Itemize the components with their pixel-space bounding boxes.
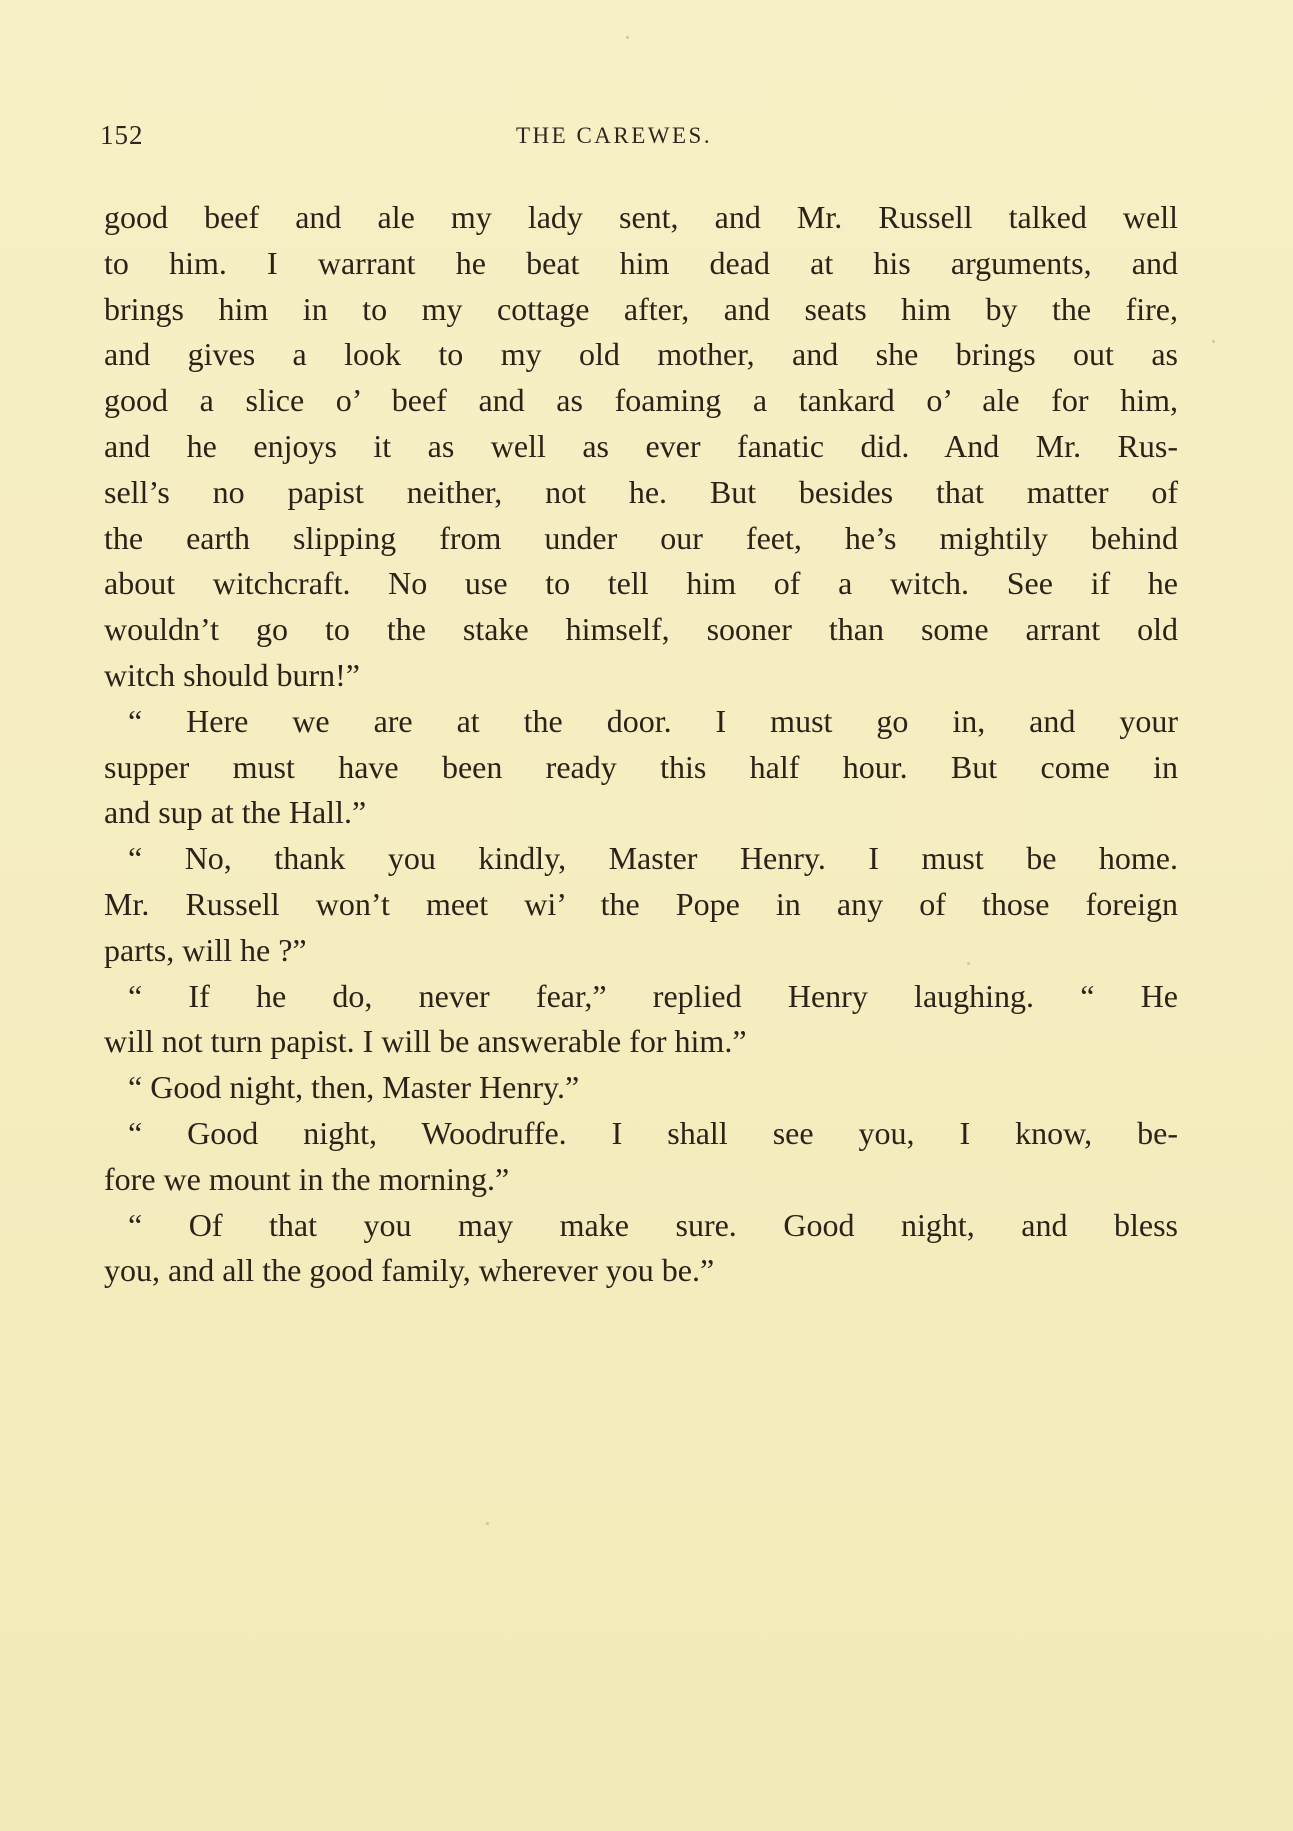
text-line: brings him in to my cottage after, and seats him by the fire, [104, 290, 1178, 327]
text-line: and sup at the Hall.” [104, 794, 367, 831]
text-line: and gives a look to my old mother, and she brings out as [104, 336, 1178, 373]
text-line: to him. I warrant he beat him dead at his arguments, and [104, 244, 1178, 281]
text-line: “ Good night, Woodruffe. I shall see you, I know, be- [128, 1114, 1178, 1151]
text-line: “ If he do, never fear,” replied Henry laughing. “ He [128, 977, 1178, 1014]
text-line: you, and all the good family, wherever you be.” [104, 1252, 715, 1289]
text-line: “ Of that you may make sure. Good night, and bless [128, 1206, 1178, 1243]
text-line: “ No, thank you kindly, Master Henry. I must be home. [128, 840, 1178, 877]
text-line: the earth slipping from under our feet, he’s mightily behind [104, 519, 1178, 556]
running-head: THE CAREWES. [516, 123, 713, 148]
page-header [100, 120, 1180, 160]
text-line: wouldn’t go to the stake himself, sooner than some arrant old [104, 611, 1178, 648]
paper-speck [1212, 340, 1215, 343]
paper-speck [626, 36, 629, 39]
text-line: supper must have been ready this half hour. But come in [104, 748, 1178, 785]
text-line: good beef and ale my lady sent, and Mr. Russell talked well [104, 199, 1178, 235]
text-line: “ Here we are at the door. I must go in, and your [128, 702, 1178, 739]
text-line: witch should burn!” [104, 656, 360, 693]
text-line: Mr. Russell won’t meet wi’ the Pope in any of those foreign [104, 885, 1178, 922]
text-line: about witchcraft. No use to tell him of a witch. See if he [104, 565, 1178, 602]
text-line: fore we mount in the morning.” [104, 1160, 510, 1197]
text-line: parts, will he ?” [104, 931, 307, 968]
text-line: good a slice o’ beef and as foaming a tankard o’ ale for him, [104, 382, 1178, 419]
text-line: sell’s no papist neither, not he. But besides that matter of [104, 473, 1178, 510]
paper-speck [967, 962, 970, 965]
body-text [104, 195, 1184, 1294]
text-line: and he enjoys it as well as ever fanatic did. And Mr. Rus- [104, 427, 1178, 464]
text-line: will not turn papist. I will be answerable for him.” [104, 1023, 747, 1060]
paper-speck [486, 1522, 489, 1525]
text-line: “ Good night, then, Master Henry.” [128, 1069, 580, 1106]
page-number: 152 [100, 120, 144, 150]
